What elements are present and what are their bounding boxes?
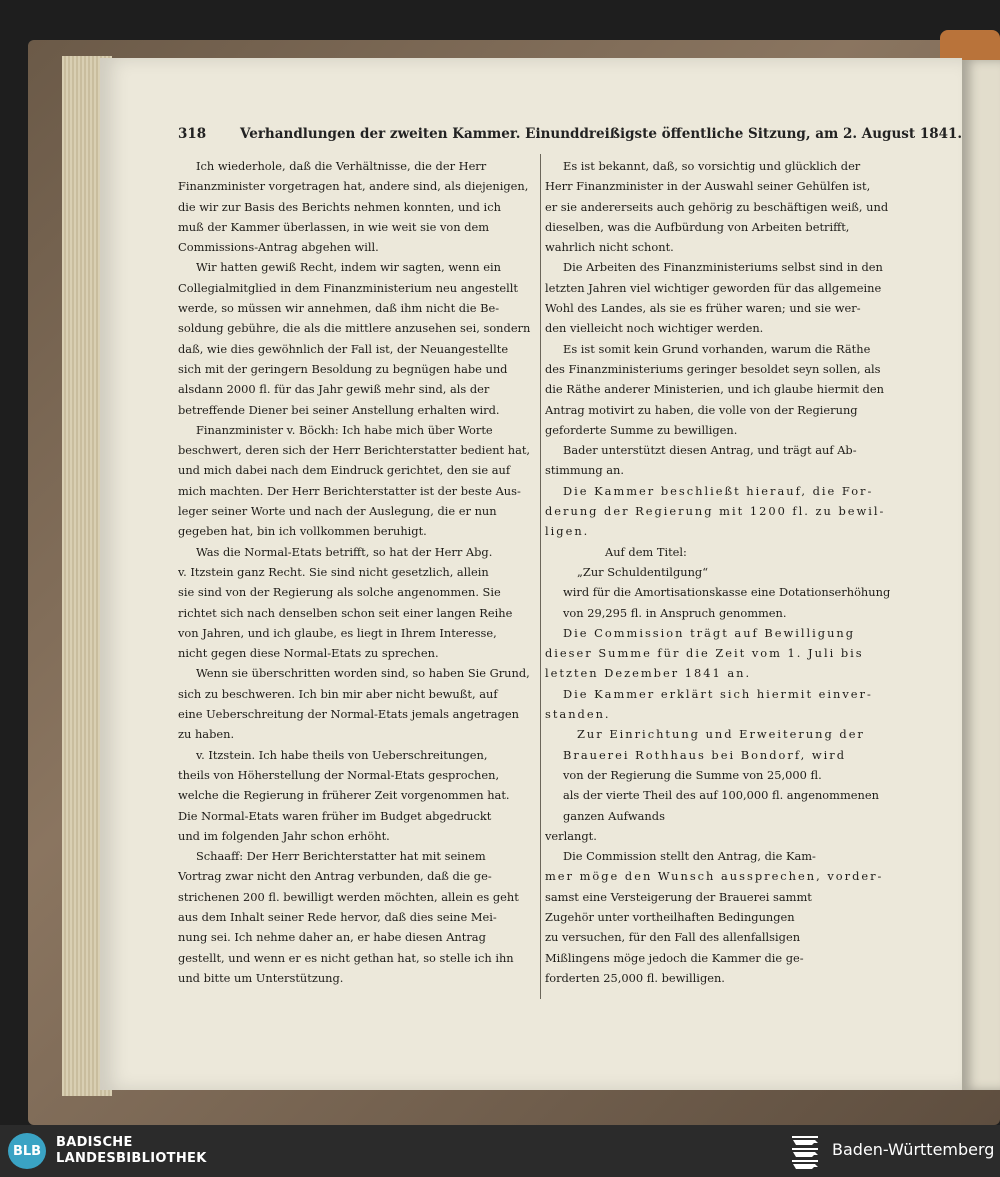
page-number: 318 <box>178 126 207 142</box>
text-line: samst eine Versteigerung der Brauerei sammt <box>545 889 812 904</box>
text-line: sie sind von der Regierung als solche angenommen. Sie <box>178 585 501 600</box>
text-line: geforderte Summe zu bewilligen. <box>545 422 738 437</box>
text-line: und mich dabei nach dem Eindruck gerichtet, den sie auf <box>178 463 511 478</box>
text-line: verlangt. <box>545 828 597 843</box>
text-line: mer möge den Wunsch aussprechen, vorder- <box>545 869 884 884</box>
text-line: dieselben, was die Aufbürdung von Arbeiten betrifft, <box>545 219 850 234</box>
text-line: zu versuchen, für den Fall des allenfallsigen <box>545 930 801 945</box>
text-line: dieser Summe für die Zeit vom 1. Juli bis <box>545 646 864 661</box>
text-line: von Jahren, und ich glaube, es liegt in Ihrem Interesse, <box>178 625 497 640</box>
text-line: Die Commission stellt den Antrag, die Kam- <box>563 849 816 864</box>
text-line: Ich wiederhole, daß die Verhältnisse, die der Herr <box>196 159 487 173</box>
text-line: gegeben hat, bin ich vollkommen beruhigt. <box>178 524 427 539</box>
text-line: von der Regierung die Summe von 25,000 fl. <box>563 767 822 782</box>
text-line: „Zur Schuldentilgung“ <box>577 564 709 579</box>
text-line: welche die Regierung in früherer Zeit vorgenommen hat. <box>178 788 510 803</box>
text-line: Die Kammer erklärt sich hiermit einver- <box>563 686 873 701</box>
text-line: Bader unterstützt diesen Antrag, und trägt auf Ab- <box>563 443 857 458</box>
text-line: Die Arbeiten des Finanzministeriums selbst sind in den <box>563 260 883 275</box>
text-line: mich machten. Der Herr Berichterstatter ist der beste Aus- <box>178 483 521 498</box>
text-line: werde, so müssen wir annehmen, daß ihm nicht die Be- <box>178 301 500 316</box>
text-line: Zur Einrichtung und Erweiterung der <box>577 727 865 742</box>
baden-wuerttemberg-lions-icon <box>790 1133 824 1171</box>
text-line: von 29,295 fl. in Anspruch genommen. <box>563 605 787 620</box>
blb-name-line1: BADISCHE <box>56 1135 133 1150</box>
text-line: alsdann 2000 fl. für das Jahr gewiß mehr sind, als der <box>178 382 490 397</box>
text-line: theils von Höherstellung der Normal-Etats gesprochen, <box>178 767 500 782</box>
text-line: Was die Normal-Etats betrifft, so hat der Herr Abg. <box>196 544 493 559</box>
text-line: v. Itzstein ganz Recht. Sie sind nicht gesetzlich, allein <box>178 564 489 579</box>
facing-page-edge <box>962 60 1000 1090</box>
text-line: sich mit der geringern Besoldung zu begnügen habe und <box>178 361 508 376</box>
text-line: strichenen 200 fl. bewilligt werden möchten, allein es geht <box>178 889 519 904</box>
text-line: Die Kammer beschließt hierauf, die For- <box>563 483 874 498</box>
text-line: daß, wie dies gewöhnlich der Fall ist, der Neuangestellte <box>178 341 509 356</box>
running-title: Verhandlungen der zweiten Kammer. Einunddreißigste öffentliche Sitzung, am 2. August 1841. <box>240 126 963 142</box>
text-line: er sie andererseits auch gehörig zu beschäftigen weiß, und <box>545 199 889 214</box>
text-line: Schaaff: Der Herr Berichterstatter hat mit seinem <box>196 849 486 864</box>
text-line: betreffende Diener bei seiner Anstellung erhalten wird. <box>178 402 500 417</box>
text-line: nicht gegen diese Normal-Etats zu sprechen. <box>178 646 439 661</box>
left-text-column <box>178 156 534 988</box>
text-line: Mißlingens möge jedoch die Kammer die ge- <box>545 950 804 965</box>
text-line: Die Commission trägt auf Bewilligung <box>563 625 856 640</box>
blb-name[interactable] <box>56 1135 207 1167</box>
text-line: sich zu beschweren. Ich bin mir aber nicht bewußt, auf <box>178 686 498 701</box>
column-divider <box>540 154 541 999</box>
text-line: Wohl des Landes, als sie es früher waren; und sie wer- <box>545 301 861 316</box>
text-line: letzten Dezember 1841 an. <box>545 666 752 681</box>
text-line: ligen. <box>545 524 590 539</box>
text-line: beschwert, deren sich der Herr Berichterstatter bedient hat, <box>178 443 531 458</box>
text-line: leger seiner Worte und nach der Auslegung, die er nun <box>178 504 497 519</box>
text-line: aus dem Inhalt seiner Rede hervor, daß dies seine Mei- <box>178 909 497 924</box>
text-line: Antrag motivirt zu haben, die volle von der Regierung <box>545 402 858 417</box>
text-line: ganzen Aufwands <box>563 808 665 823</box>
text-line: forderten 25,000 fl. bewilligen. <box>545 970 725 985</box>
text-line: muß der Kammer überlassen, in wie weit sie von dem <box>178 219 490 234</box>
text-line: v. Itzstein. Ich habe theils von Ueberschreitungen, <box>196 747 488 762</box>
text-line: Auf dem Titel: <box>605 544 687 559</box>
text-line: Finanzminister vorgetragen hat, andere sind, als diejenigen, <box>178 179 529 194</box>
page-header <box>178 126 963 146</box>
text-line: und im folgenden Jahr schon erhöht. <box>178 828 390 843</box>
blb-logo[interactable] <box>8 1133 46 1169</box>
text-line: Die Normal-Etats waren früher im Budget abgedruckt <box>178 808 492 823</box>
bw-name[interactable]: Baden-Württemberg <box>832 1140 995 1159</box>
text-line: Collegialmitglied in dem Finanzministerium neu angestellt <box>178 280 518 295</box>
text-line: wird für die Amortisationskasse eine Dotationserhöhung <box>563 585 891 600</box>
text-line: nung sei. Ich nehme daher an, er habe diesen Antrag <box>178 930 486 945</box>
text-line: stimmung an. <box>545 463 625 478</box>
text-line: Commissions-Antrag abgehen will. <box>178 240 379 255</box>
text-line: des Finanzministeriums geringer besoldet seyn sollen, als <box>545 361 881 376</box>
blb-name-line2: LANDESBIBLIOTHEK <box>56 1151 207 1166</box>
blb-logo-text: BLB <box>12 1143 42 1159</box>
text-line: letzten Jahren viel wichtiger geworden für das allgemeine <box>545 280 882 295</box>
text-line: Es ist somit kein Grund vorhanden, warum die Räthe <box>563 341 871 356</box>
text-line: Wenn sie überschritten worden sind, so haben Sie Grund, <box>196 666 530 681</box>
text-line: wahrlich nicht schont. <box>545 240 674 255</box>
text-line: als der vierte Theil des auf 100,000 fl. angenommenen <box>563 788 879 803</box>
text-line: die Räthe anderer Ministerien, und ich glaube hiermit den <box>545 382 884 397</box>
text-line: Herr Finanzminister in der Auswahl seiner Gehülfen ist, <box>545 179 871 194</box>
text-line: derung der Regierung mit 1200 fl. zu bewil- <box>545 504 886 519</box>
right-text-column <box>545 156 901 988</box>
text-line: eine Ueberschreitung der Normal-Etats jemals angetragen <box>178 707 519 722</box>
text-line: zu haben. <box>178 727 235 742</box>
text-line: die wir zur Basis des Berichts nehmen konnten, und ich <box>178 199 501 214</box>
text-line: richtet sich nach denselben schon seit einer langen Reihe <box>178 605 513 620</box>
text-line: Zugehör unter vortheilhaften Bedingungen <box>545 909 795 924</box>
text-line: den vielleicht noch wichtiger werden. <box>545 321 764 336</box>
text-line: Finanzminister v. Böckh: Ich habe mich über Worte <box>196 422 493 437</box>
text-line: Brauerei Rothhaus bei Bondorf, wird <box>563 747 847 762</box>
viewer-footer <box>0 1125 1000 1177</box>
text-line: und bitte um Unterstützung. <box>178 970 344 985</box>
text-line: Es ist bekannt, daß, so vorsichtig und glücklich der <box>563 159 861 173</box>
text-line: gestellt, und wenn er es nicht gethan hat, so stelle ich ihn <box>178 950 514 965</box>
text-line: Vortrag zwar nicht den Antrag verbunden, daß die ge- <box>178 869 492 884</box>
text-line: standen. <box>545 707 611 722</box>
text-line: Wir hatten gewiß Recht, indem wir sagten, wenn ein <box>196 260 501 275</box>
text-line: soldung gebühre, die als die mittlere anzusehen sei, sondern <box>178 321 531 336</box>
